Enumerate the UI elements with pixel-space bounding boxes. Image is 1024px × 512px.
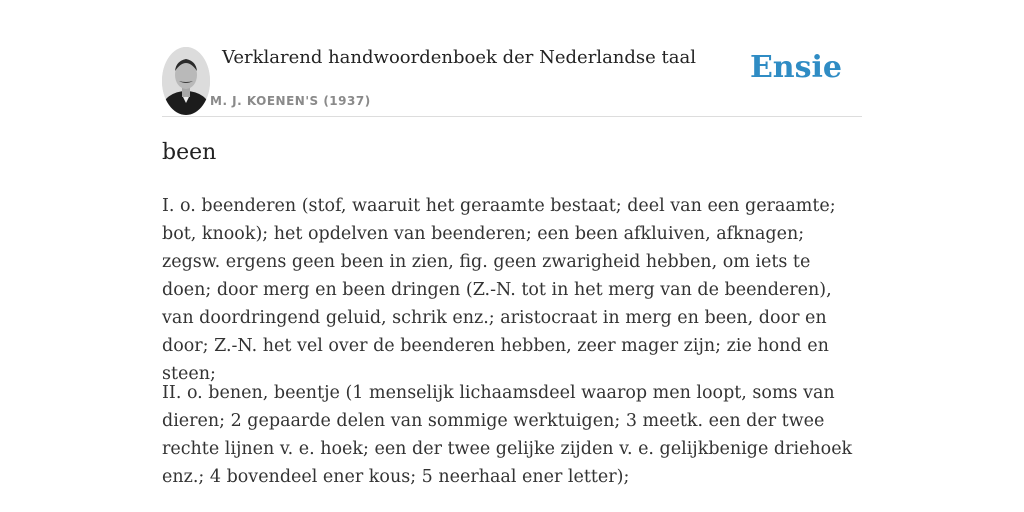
author-portrait-icon [162,47,210,115]
book-title: Verklarend handwoordenboek der Nederlandse taal [222,47,696,68]
definition-1: I. o. beenderen (stof, waaruit het geraamte bestaat; deel van een geraamte; bot, knook); het opdelven van beenderen; een been afkluiven, afknagen; zegsw. ergens geen been in zien, fig. geen zwarigheid hebben, om iets te doen; door merg en been dringen (Z.-N. tot in het merg van de beenderen), van doordringend geluid, schrik enz.; aristocraat in merg en been, door en door; Z.-N. het vel over de beenderen hebben, zeer mager zijn; zie hond en steen; [162,196,836,384]
definition-2: II. o. benen, beentje (1 menselijk lichaamsdeel waarop men loopt, soms van dieren; 2 gepaarde delen van sommige werktuigen; 3 meetk. een der twee rechte lijnen v. e. hoek; een der twee gelijke zijden v. e. gelijkbenige driehoek enz.; 4 bovendeel ener kous; 5 neerhaal ener letter); [162,383,853,487]
entry-headword: been [162,140,217,165]
dictionary-header [162,44,862,117]
portrait-image [162,47,210,115]
book-author: M. J. KOENEN'S (1937) [210,94,371,108]
ensie-logo-link[interactable]: Ensie [749,50,842,85]
